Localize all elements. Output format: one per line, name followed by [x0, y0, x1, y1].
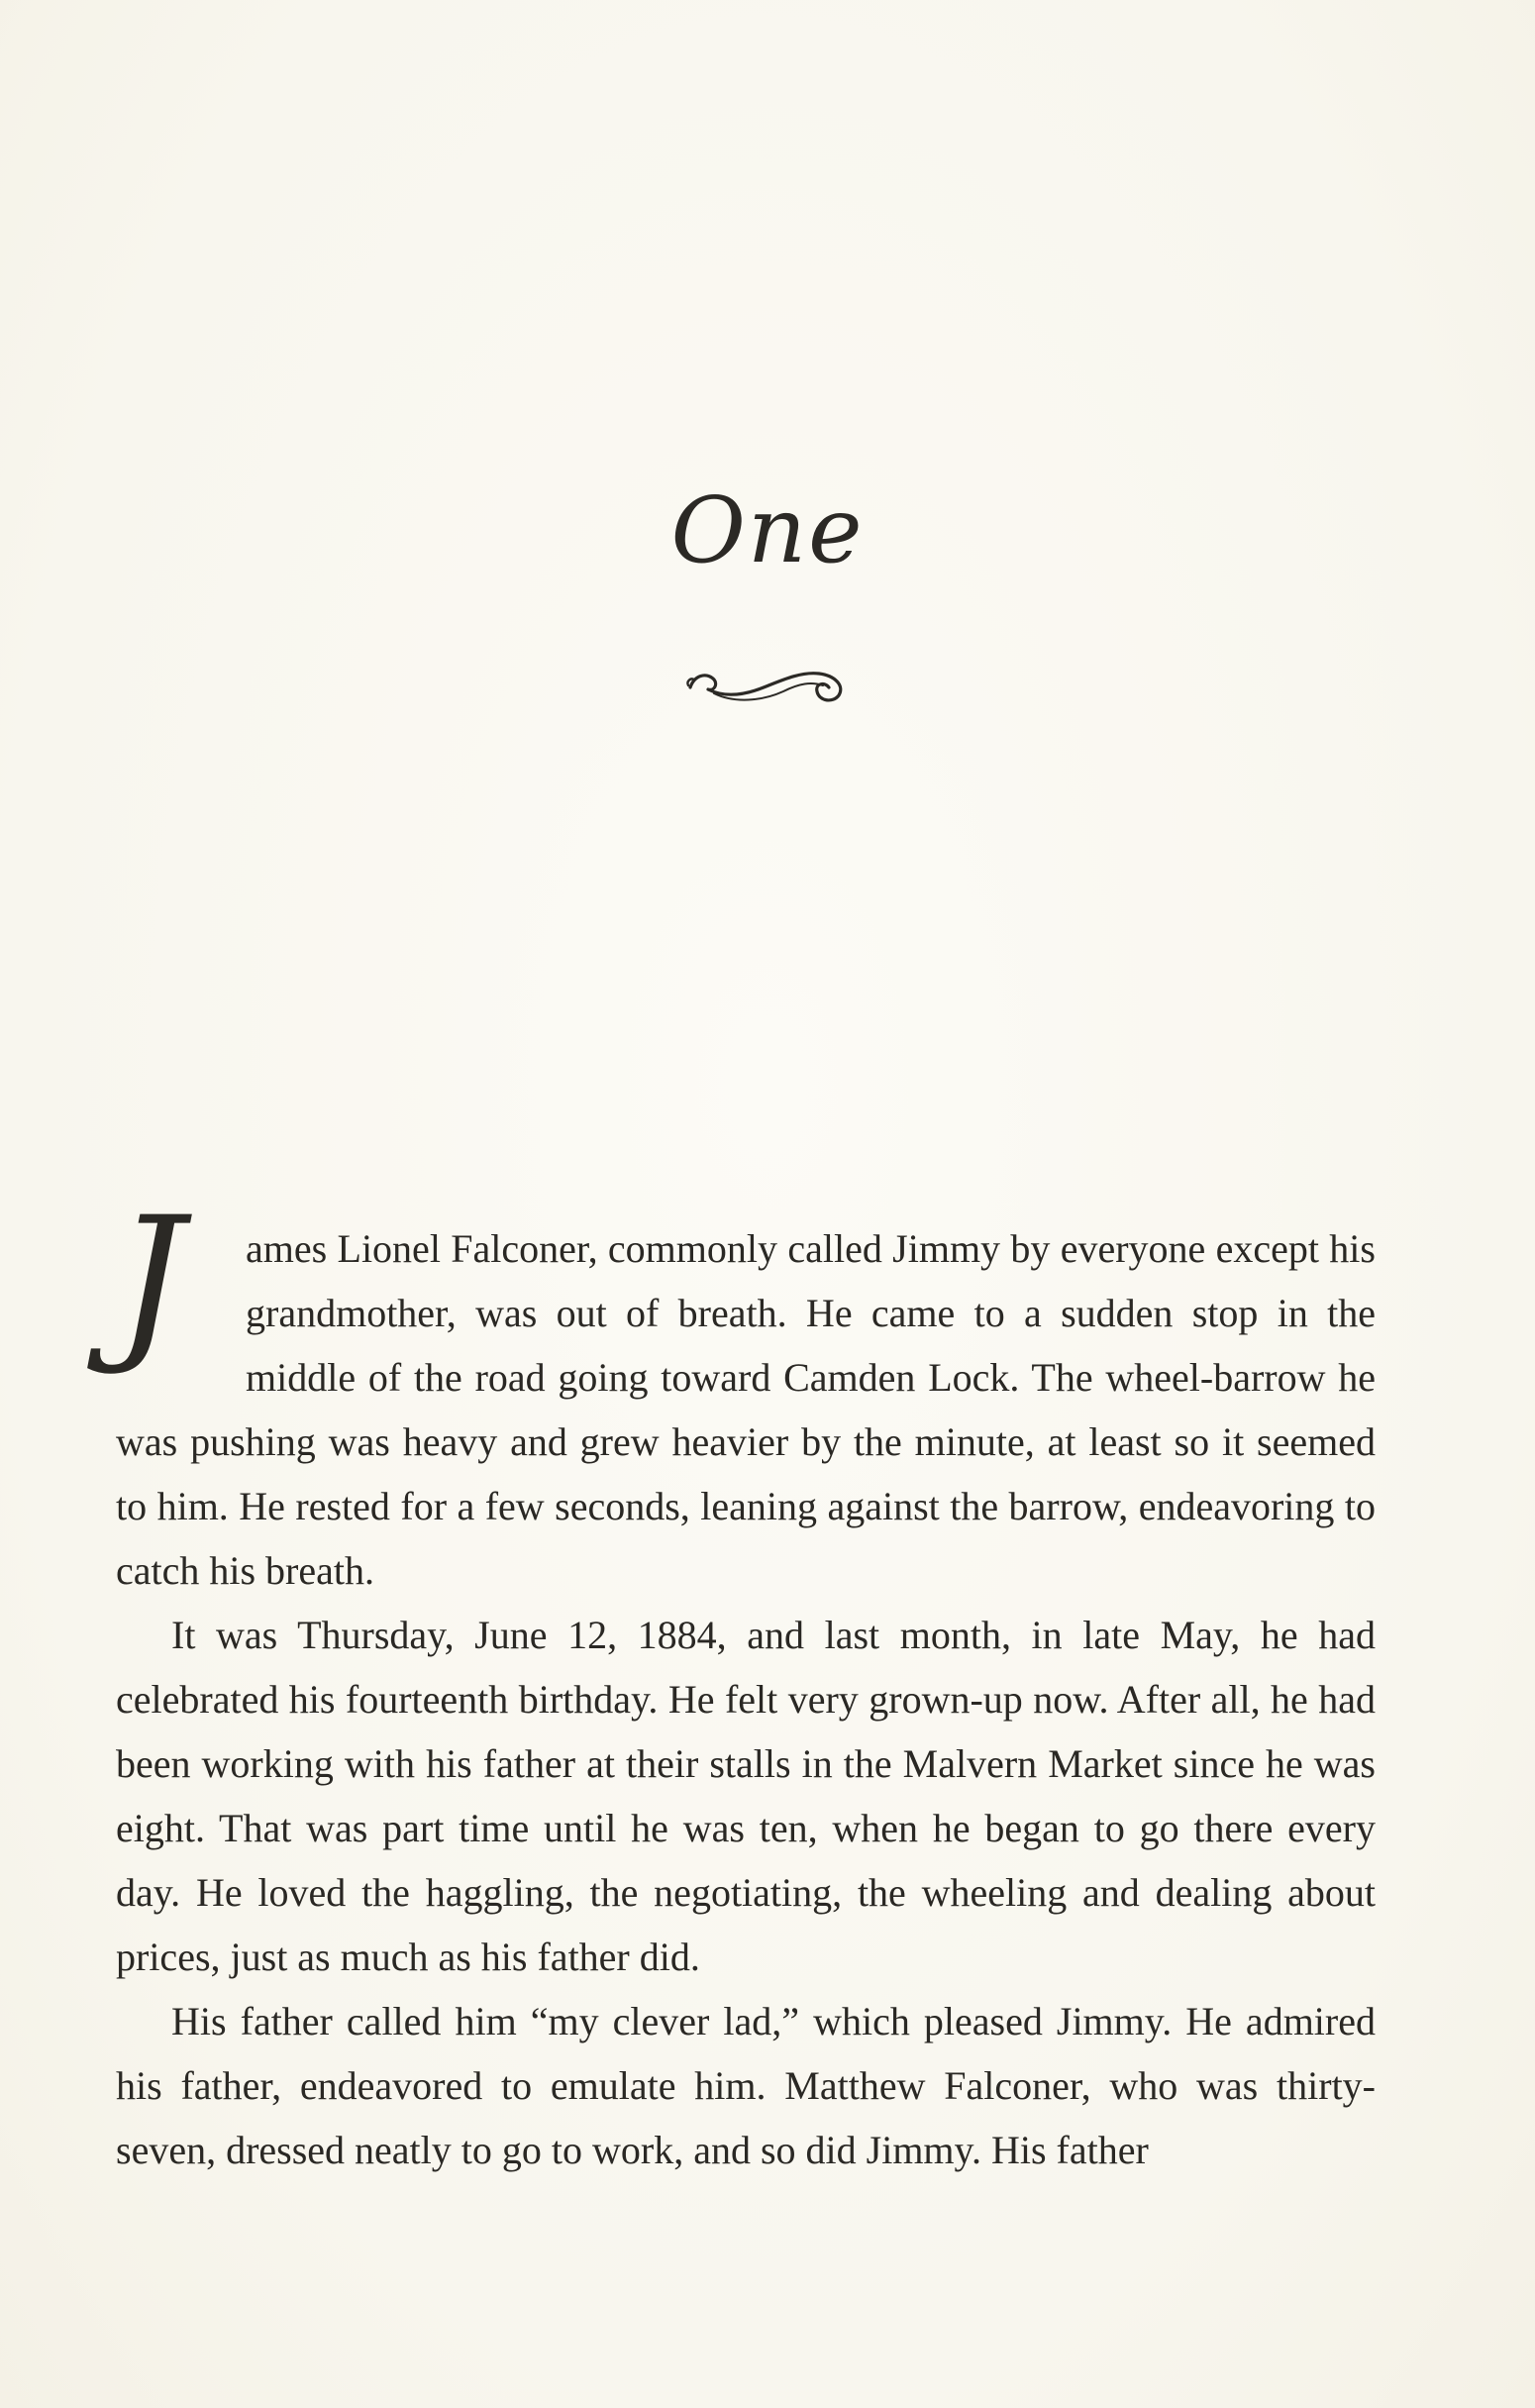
- paragraph-2: It was Thursday, June 12, 1884, and last month, in late May, he had celebrated his fourteenth birthday. He felt very grown-up now. After all, he had been working with his father at their stalls in the Malvern Market since he was eight. That was part time until he was ten, when he began to go there every day. He loved the haggling, the negotiating, the wheeling and dealing about prices, just as much as his father did.: [116, 1613, 1376, 1979]
- paragraph-1: [116, 1180, 1376, 1603]
- chapter-title: One: [670, 477, 865, 583]
- flourish-ornament-icon: [684, 662, 853, 707]
- paragraph-3: His father called him “my clever lad,” which pleased Jimmy. He admired his father, endeavored to emulate him. Matthew Falconer, who was thirty-seven, dressed neatly to go to work, and so did Jimmy. His father: [116, 1999, 1376, 2172]
- chapter-body: [116, 1180, 1376, 2182]
- paragraph-1-text: ames Lionel Falconer, commonly called Jimmy by everyone except his grandmother, was out of breath. He came to a sudden stop in the middle of the road going toward Camden Lock. The wheel-barrow he was pushing was heavy and grew heavier by the minute, at least so it seemed to him. He rested for a few seconds, leaning against the barrow, endeavoring to catch his breath.: [116, 1226, 1376, 1593]
- drop-cap: J: [116, 1180, 184, 1379]
